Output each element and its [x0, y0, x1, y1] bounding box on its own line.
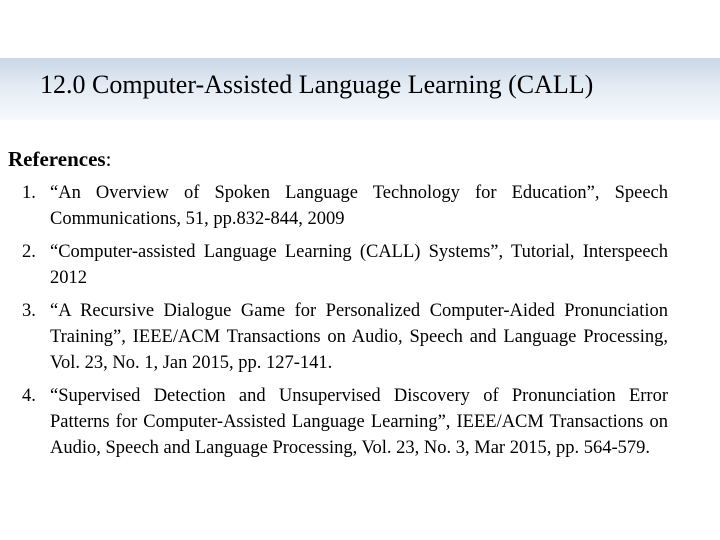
reference-item — [0, 298, 668, 376]
slide-title: 12.0 Computer-Assisted Language Learning (CALL) — [40, 70, 594, 99]
reference-number: 3. — [22, 301, 36, 321]
reference-item — [0, 239, 668, 291]
references-heading — [8, 146, 111, 172]
reference-text: “A Recursive Dialogue Game for Personalized Computer-Aided Pronunciation Training”, IEEE/ACM Transactions on Audio, Speech and Language Processing, Vol. 23, No. 1, Jan 2015, pp. 127-141. — [50, 301, 668, 373]
reference-text: “Computer-assisted Language Learning (CALL) Systems”, Tutorial, Interspeech 2012 — [50, 242, 668, 288]
references-heading-label: References — [8, 147, 106, 171]
references-list — [0, 180, 668, 468]
references-heading-colon: : — [105, 147, 112, 171]
reference-number: 4. — [22, 386, 36, 406]
reference-item — [0, 383, 668, 461]
reference-number: 1. — [22, 183, 36, 203]
reference-number: 2. — [22, 242, 36, 262]
reference-text: “Supervised Detection and Unsupervised Discovery of Pronunciation Error Patterns for Computer-Assisted Language Learning”, IEEE/ACM Transactions on Audio, Speech and Language Processing, Vol. 23, No. 3, Mar 2015, pp. 564-579. — [50, 386, 668, 458]
reference-item — [0, 180, 668, 232]
reference-text: “An Overview of Spoken Language Technology for Education”, Speech Communications, 51, pp.832-844, 2009 — [50, 183, 668, 229]
